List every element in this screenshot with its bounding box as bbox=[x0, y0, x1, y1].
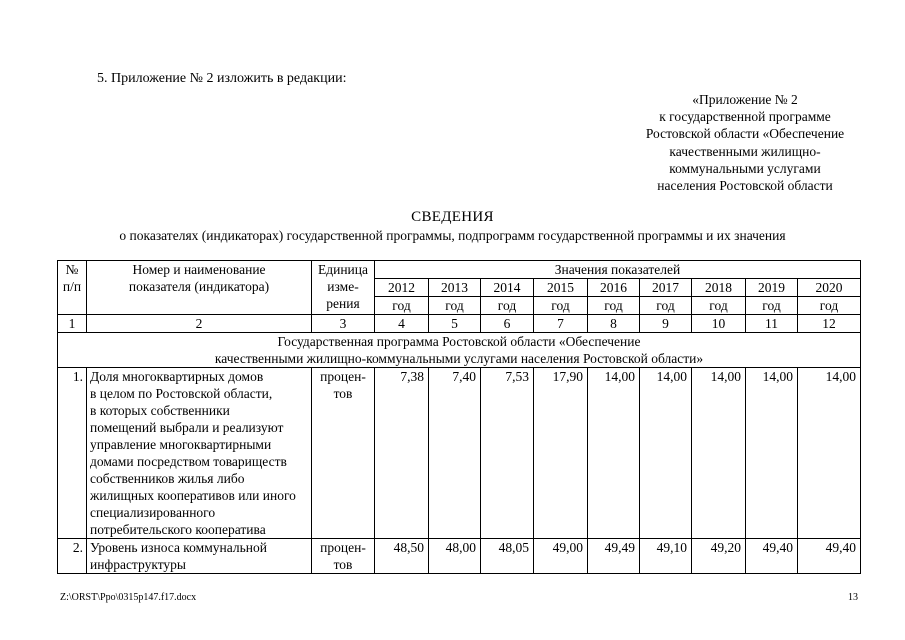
value-cell: 14,00 bbox=[692, 368, 746, 539]
value-cell: 17,90 bbox=[534, 368, 588, 539]
value-cell: 49,40 bbox=[746, 539, 798, 574]
annex-line: качественными жилищно- bbox=[669, 143, 821, 159]
unit-line: тов bbox=[333, 557, 353, 572]
indicator-name-line: специализированного bbox=[90, 505, 216, 520]
value-cell: 14,00 bbox=[798, 368, 861, 539]
indicator-name-line: Уровень износа коммунальной bbox=[90, 540, 267, 555]
header-year-word: год bbox=[481, 297, 534, 315]
indicator-name-line: Доля многоквартирных домов bbox=[90, 369, 264, 384]
row-number: 1. bbox=[58, 368, 87, 539]
header-year: 2019 bbox=[746, 279, 798, 297]
value-cell: 7,40 bbox=[429, 368, 481, 539]
indicator-name-line: домами посредством товариществ bbox=[90, 454, 287, 469]
indicator-name-line: в которых собственники bbox=[90, 403, 230, 418]
document-subtitle: о показателях (индикаторах) государственной программы, подпрограмм государственной программы и их значения bbox=[119, 228, 786, 243]
indicator-name bbox=[87, 368, 312, 539]
annex-line: к государственной программе bbox=[659, 109, 831, 125]
column-number: 2 bbox=[87, 315, 312, 333]
header-num-line: № bbox=[65, 262, 79, 277]
indicator-name-line: собственников жилья либо bbox=[90, 471, 245, 486]
indicators-table bbox=[57, 260, 861, 574]
indicator-name-line: помещений выбрали и реализуют bbox=[90, 420, 284, 435]
indicator-name-line: жилищных кооперативов или иного bbox=[90, 488, 296, 503]
annex-line: населения Ростовской области bbox=[657, 178, 833, 194]
header-year: 2016 bbox=[588, 279, 640, 297]
indicator-name bbox=[87, 539, 312, 574]
column-number: 1 bbox=[58, 315, 87, 333]
indicator-name-line: в целом по Ростовской области, bbox=[90, 386, 273, 401]
table-row bbox=[58, 539, 861, 574]
value-cell: 48,00 bbox=[429, 539, 481, 574]
value-cell: 49,49 bbox=[588, 539, 640, 574]
document-title: СВЕДЕНИЯ bbox=[411, 209, 494, 225]
annex-line: «Приложение № 2 bbox=[692, 92, 798, 107]
header-year-word: год bbox=[798, 297, 861, 315]
section-heading-line: Государственная программа Ростовской области «Обеспечение bbox=[277, 334, 641, 349]
header-year: 2015 bbox=[534, 279, 588, 297]
unit-line: тов bbox=[333, 386, 353, 401]
column-number: 7 bbox=[534, 315, 588, 333]
header-year: 2012 bbox=[375, 279, 429, 297]
column-number-row bbox=[58, 315, 861, 333]
intro-text: 5. Приложение № 2 изложить в редакции: bbox=[97, 71, 347, 86]
annex-line: Ростовской области «Обеспечение bbox=[645, 126, 845, 142]
header-name-line: Номер и наименование bbox=[132, 262, 266, 277]
header-year: 2018 bbox=[692, 279, 746, 297]
page-number: 13 bbox=[848, 592, 858, 603]
footer-file-path: Z:\ORST\Ppo\0315p147.f17.docx bbox=[60, 592, 197, 603]
column-number: 5 bbox=[429, 315, 481, 333]
annex-line: коммунальными услугами bbox=[669, 160, 821, 176]
header-year-word: год bbox=[534, 297, 588, 315]
column-number: 4 bbox=[375, 315, 429, 333]
value-cell: 14,00 bbox=[588, 368, 640, 539]
header-name bbox=[87, 261, 312, 315]
column-number: 9 bbox=[640, 315, 692, 333]
value-cell: 49,00 bbox=[534, 539, 588, 574]
header-unit bbox=[312, 261, 375, 315]
value-cell: 48,50 bbox=[375, 539, 429, 574]
unit-cell bbox=[312, 368, 375, 539]
annex-heading bbox=[600, 91, 890, 194]
header-unit-line: изме- bbox=[327, 279, 359, 294]
unit-cell bbox=[312, 539, 375, 574]
section-heading-line: качественными жилищно-коммунальными услугами населения Ростовской области» bbox=[214, 351, 704, 366]
header-unit-line: Единица bbox=[317, 262, 368, 277]
section-heading bbox=[58, 333, 861, 368]
unit-line: процен- bbox=[320, 540, 366, 555]
header-year-word: год bbox=[429, 297, 481, 315]
indicator-name-line: управление многоквартирными bbox=[90, 437, 272, 452]
header-year-word: год bbox=[640, 297, 692, 315]
header-row-1 bbox=[58, 261, 861, 279]
column-number: 12 bbox=[798, 315, 861, 333]
value-cell: 7,38 bbox=[375, 368, 429, 539]
header-year: 2017 bbox=[640, 279, 692, 297]
header-values-group: Значения показателей bbox=[375, 261, 861, 279]
header-unit-line: рения bbox=[326, 296, 360, 311]
row-number: 2. bbox=[58, 539, 87, 574]
column-number: 3 bbox=[312, 315, 375, 333]
column-number: 11 bbox=[746, 315, 798, 333]
header-year: 2013 bbox=[429, 279, 481, 297]
header-year-word: год bbox=[692, 297, 746, 315]
header-year-word: год bbox=[746, 297, 798, 315]
value-cell: 49,20 bbox=[692, 539, 746, 574]
table-row bbox=[58, 368, 861, 539]
header-year: 2014 bbox=[481, 279, 534, 297]
value-cell: 49,10 bbox=[640, 539, 692, 574]
header-year: 2020 bbox=[798, 279, 861, 297]
value-cell: 48,05 bbox=[481, 539, 534, 574]
header-num bbox=[58, 261, 87, 315]
column-number: 8 bbox=[588, 315, 640, 333]
value-cell: 14,00 bbox=[746, 368, 798, 539]
column-number: 6 bbox=[481, 315, 534, 333]
header-name-line: показателя (индикатора) bbox=[128, 279, 270, 294]
unit-line: процен- bbox=[320, 369, 366, 384]
header-num-line: п/п bbox=[62, 279, 82, 294]
section-row bbox=[58, 333, 861, 368]
header-year-word: год bbox=[588, 297, 640, 315]
header-year-word: год bbox=[375, 297, 429, 315]
column-number: 10 bbox=[692, 315, 746, 333]
value-cell: 14,00 bbox=[640, 368, 692, 539]
value-cell: 49,40 bbox=[798, 539, 861, 574]
value-cell: 7,53 bbox=[481, 368, 534, 539]
indicator-name-line: потребительского кооператива bbox=[90, 522, 266, 537]
indicator-name-line: инфраструктуры bbox=[90, 557, 186, 572]
